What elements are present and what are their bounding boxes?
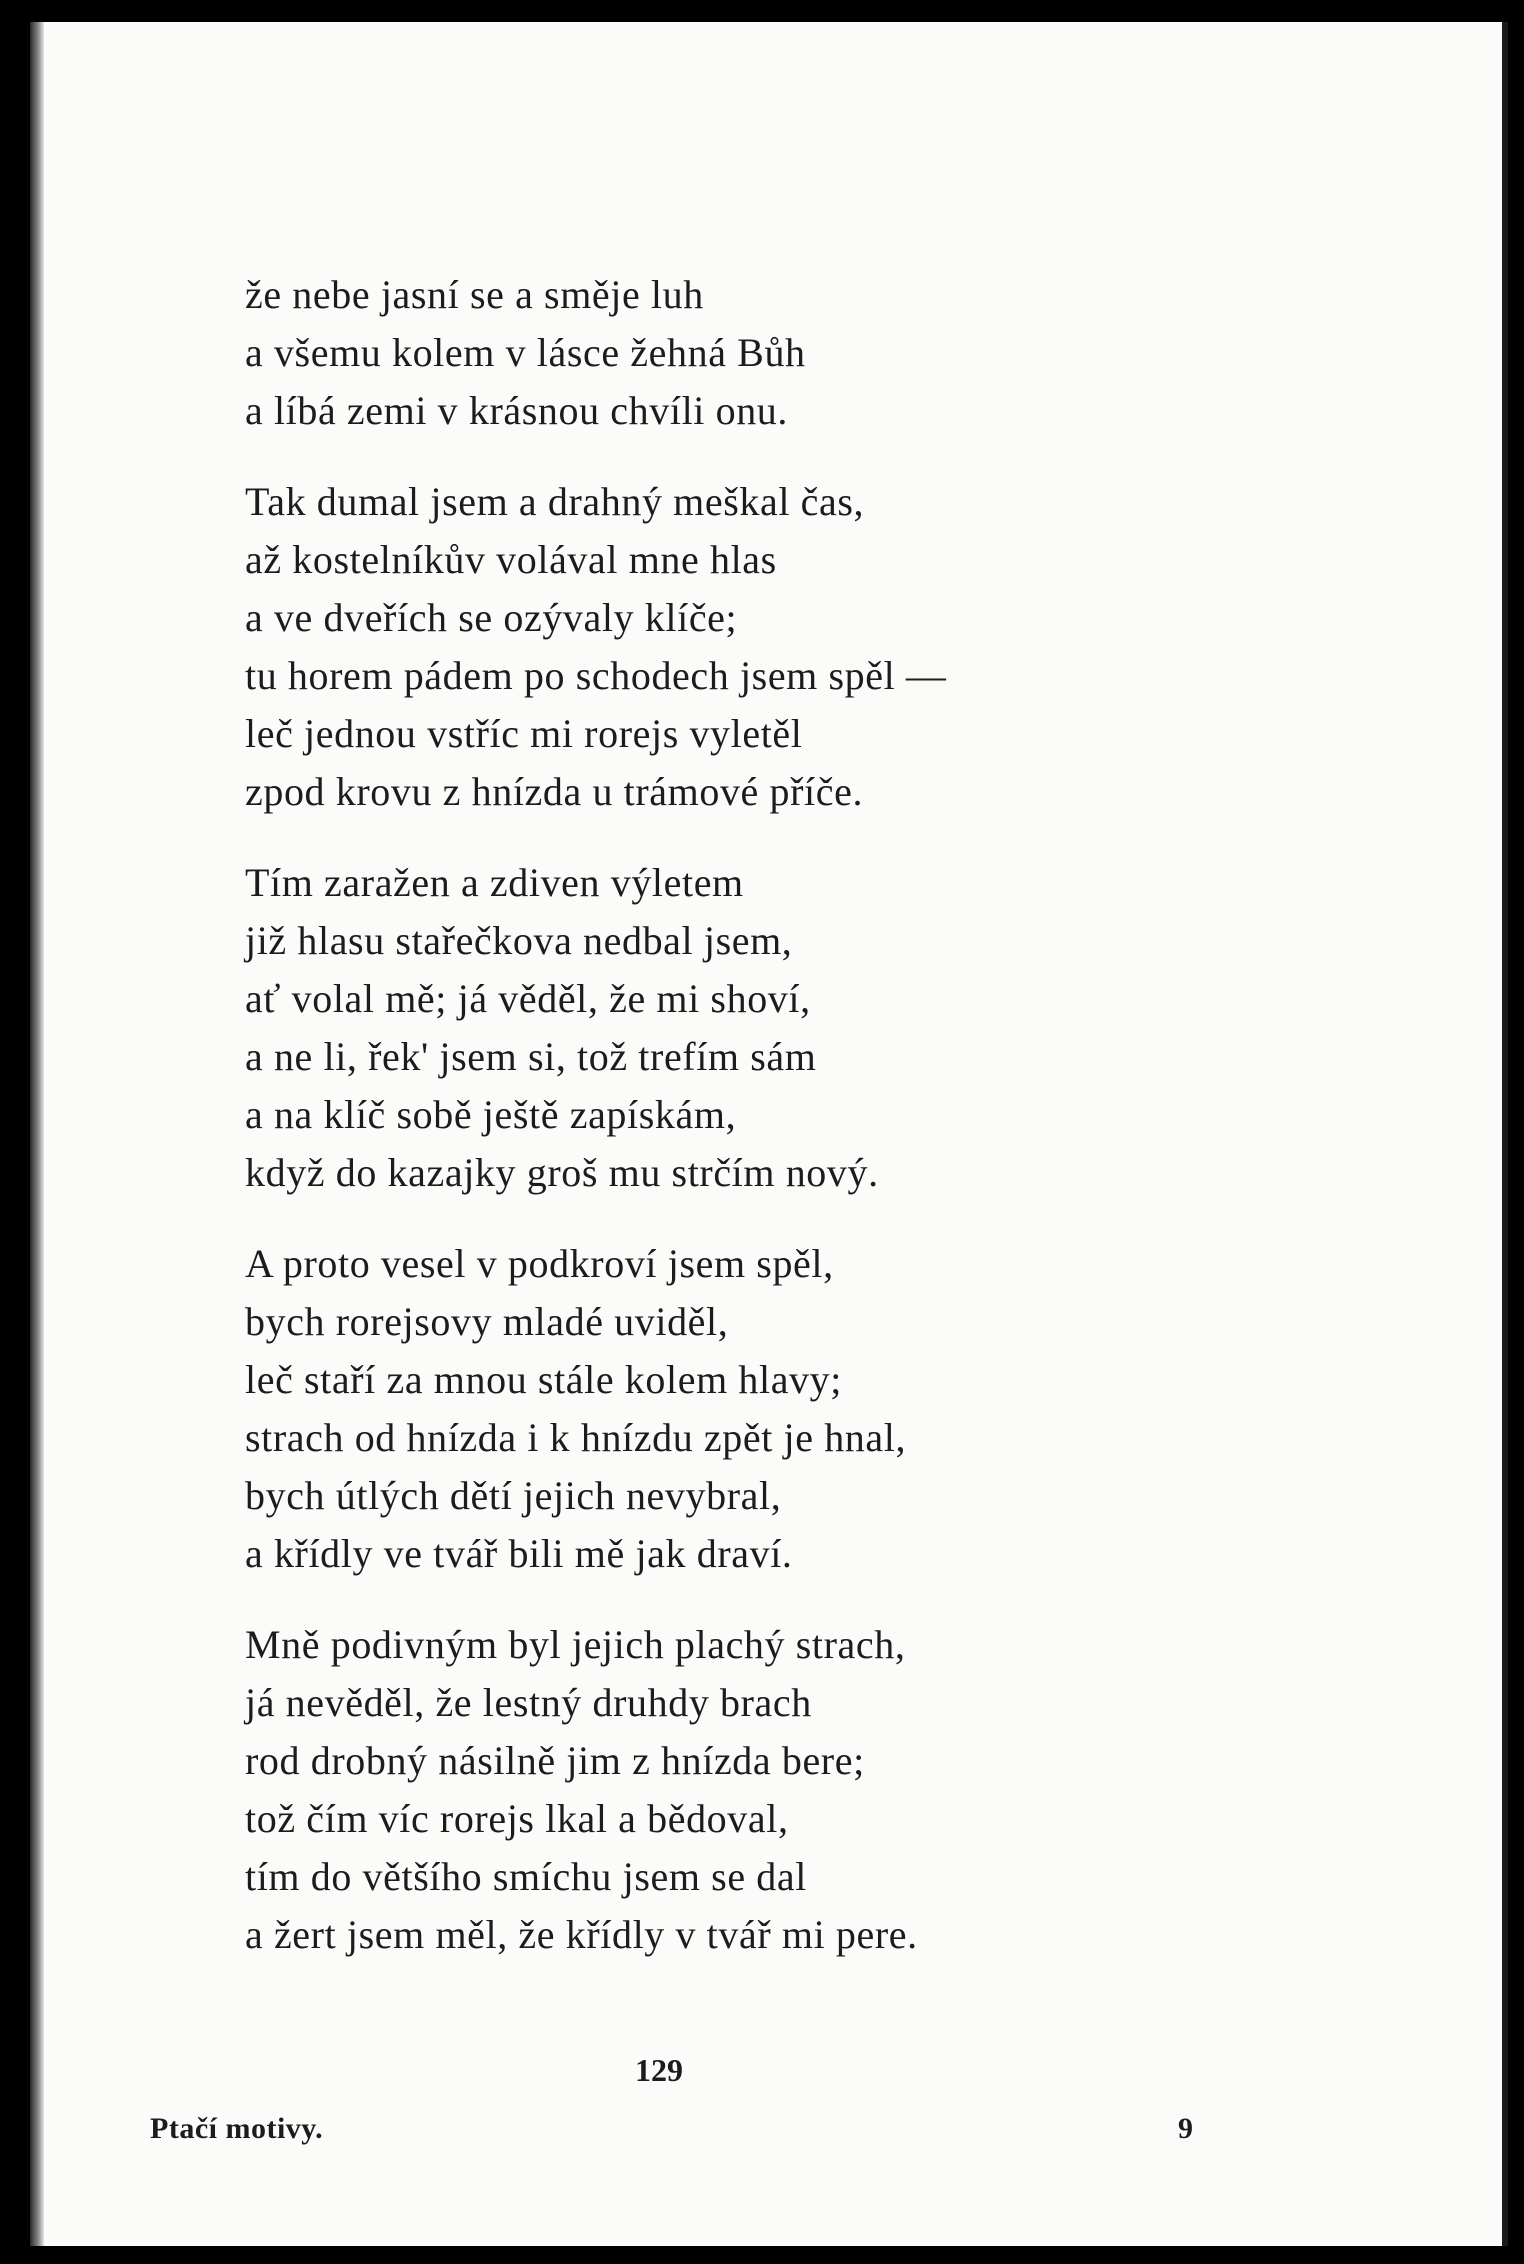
poem-line: tím do většího smíchu jsem se dal — [245, 1854, 807, 1899]
poem-line: rod drobný násilně jim z hnízda bere; — [245, 1738, 865, 1783]
page-number: 129 — [635, 2052, 683, 2088]
poem-line: leč staří za mnou stále kolem hlavy; — [245, 1357, 842, 1402]
poem-line: leč jednou vstříc mi rorejs vyletěl — [245, 711, 803, 756]
poem-line: Mně podivným byl jejich plachý strach, — [245, 1622, 906, 1667]
binding-edge — [30, 22, 44, 2246]
poem-line: a ne li, řek' jsem si, tož trefím sám — [245, 1034, 817, 1079]
poem-line: a líbá zemi v krásnou chvíli onu. — [245, 388, 789, 433]
poem-line: a ve dveřích se ozývaly klíče; — [245, 595, 738, 640]
poem-line: již hlasu stařečkova nedbal jsem, — [245, 918, 793, 963]
poem-line: až kostelníkův volával mne hlas — [245, 537, 777, 582]
poem-line: když do kazajky groš mu strčím nový. — [245, 1150, 879, 1195]
poem-line: ať volal mě; já věděl, že mi shoví, — [245, 976, 811, 1021]
poem-line: Tak dumal jsem a drahný meškal čas, — [245, 479, 865, 524]
poem-line: a křídly ve tvář bili mě jak draví. — [245, 1531, 793, 1576]
poem-line: tož čím víc rorejs lkal a bědoval, — [245, 1796, 789, 1841]
sheet-number: 9 — [1178, 2112, 1193, 2145]
poem-line: bych rorejsovy mladé uviděl, — [245, 1299, 729, 1344]
stanza-1 — [245, 266, 1245, 440]
stanza-2 — [245, 473, 1245, 821]
poem-line: a všemu kolem v lásce žehná Bůh — [245, 330, 806, 375]
poem-line: strach od hnízda i k hnízdu zpět je hnal, — [245, 1415, 907, 1460]
stanza-4 — [245, 1235, 1245, 1583]
poem-line: a žert jsem měl, že křídly v tvář mi pere. — [245, 1912, 918, 1957]
poem-line: zpod krovu z hnízda u trámové příče. — [245, 769, 864, 814]
poem-line: bych útlých dětí jejich nevybral, — [245, 1473, 782, 1518]
book-page — [30, 22, 1508, 2246]
stanza-3 — [245, 854, 1245, 1202]
poem-line: A proto vesel v podkroví jsem spěl, — [245, 1241, 834, 1286]
stanza-5 — [245, 1616, 1245, 1964]
page-right-edge — [1502, 22, 1508, 2246]
poem-line: že nebe jasní se a směje luh — [245, 272, 704, 317]
poem-line: a na klíč sobě ještě zapískám, — [245, 1092, 737, 1137]
poem-body — [245, 266, 1245, 1997]
printer-signature: Ptačí motivy. — [150, 2112, 324, 2145]
poem-line: tu horem pádem po schodech jsem spěl — — [245, 653, 947, 698]
poem-line: Tím zaražen a zdiven výletem — [245, 860, 744, 905]
poem-line: já nevěděl, že lestný druhdy brach — [245, 1680, 812, 1725]
